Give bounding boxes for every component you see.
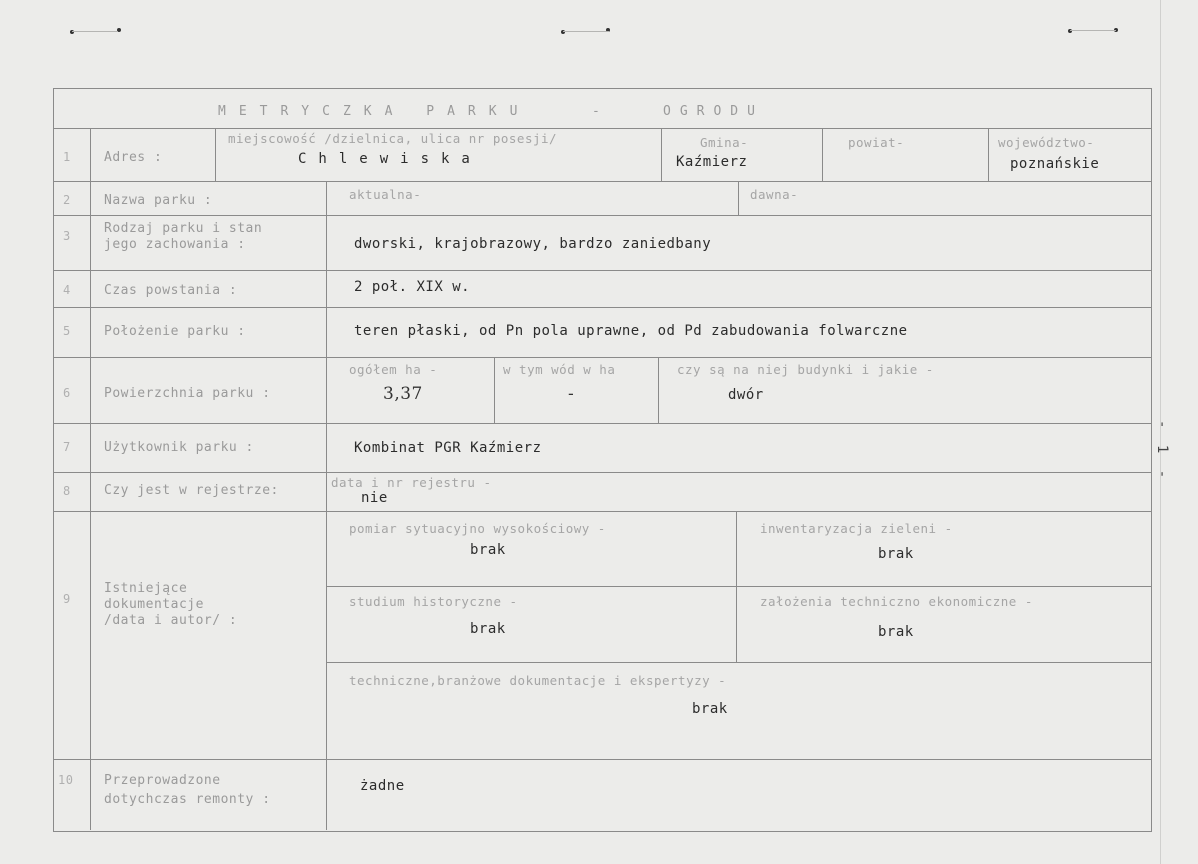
wojewodztwo-value: poznańskie <box>1010 156 1100 172</box>
col-woj-divider <box>988 128 989 181</box>
buildings-value: dwór <box>728 387 764 403</box>
register-header: data i nr rejestru - <box>331 475 492 490</box>
rule-r9 <box>53 759 1151 760</box>
row-9-label-line3: /data i autor/ : <box>104 613 238 628</box>
area-total-header: ogółem ha - <box>349 362 438 377</box>
col-powiat-divider <box>822 128 823 181</box>
punch-line-center <box>563 31 609 32</box>
row-7-number: 7 <box>63 440 71 454</box>
row-2-number: 2 <box>63 193 71 207</box>
powiat-header: powiat- <box>848 135 905 150</box>
col-gmina-divider <box>661 128 662 181</box>
register-value: nie <box>361 490 388 506</box>
form-title-suffix: OGRODU <box>663 104 764 119</box>
historical-study-value: brak <box>470 621 506 637</box>
rule-r2 <box>53 215 1151 216</box>
name-former-header: dawna- <box>750 187 799 202</box>
row-1-number: 1 <box>63 150 71 164</box>
locality-value: Chlewiska <box>298 151 482 167</box>
col-num-divider <box>90 128 91 830</box>
row-4-label: Czas powstania : <box>104 283 238 298</box>
col-water-divider-1 <box>494 357 495 423</box>
renovations-value: żadne <box>360 778 405 794</box>
rule-r3 <box>53 270 1151 271</box>
row-5-number: 5 <box>63 324 71 338</box>
location-value: teren płaski, od Pn pola uprawne, od Pd zabudowania folwarczne <box>354 323 908 339</box>
park-type-value: dworski, krajobrazowy, bardzo zaniedbany <box>354 236 712 252</box>
gmina-value: Kaźmierz <box>676 154 748 170</box>
creation-time-value: 2 poł. XIX w. <box>354 279 471 295</box>
historical-study-header: studium historyczne - <box>349 594 518 609</box>
form-title: METRYCZKA PARKU <box>218 104 531 119</box>
row-10-number: 10 <box>58 773 74 787</box>
row-2-label: Nazwa parku : <box>104 193 213 208</box>
punch-line-left <box>72 31 118 32</box>
row-6-label: Powierzchnia parku : <box>104 386 271 401</box>
col-doc-divider <box>736 511 737 662</box>
area-water-value: - <box>568 384 575 404</box>
rule-r6 <box>53 423 1151 424</box>
area-total-value: 3,37 <box>383 384 423 404</box>
name-current-header: aktualna- <box>349 187 422 202</box>
col-dawna-divider <box>738 181 739 215</box>
row-5-label: Położenie parku : <box>104 324 246 339</box>
tech-econ-value: brak <box>878 624 914 640</box>
survey-header: pomiar sytuacyjno wysokościowy - <box>349 521 606 536</box>
greenery-inventory-value: brak <box>878 546 914 562</box>
form-table <box>53 88 1152 832</box>
row-10-label-line2: dotychczas remonty : <box>104 792 271 807</box>
row-3-number: 3 <box>63 229 71 243</box>
greenery-inventory-header: inwentaryzacja zieleni - <box>760 521 953 536</box>
row-6-number: 6 <box>63 386 71 400</box>
row-9-label-line2: dokumentacje <box>104 597 204 612</box>
tech-econ-header: założenia techniczno ekonomiczne - <box>760 594 1033 609</box>
technical-docs-header: techniczne,branżowe dokumentacje i ekspertyzy - <box>349 673 727 688</box>
col-label-divider-r1 <box>215 128 216 181</box>
form-title-dash: - <box>592 104 601 119</box>
rule-r8 <box>53 511 1151 512</box>
row-8-label: Czy jest w rejestrze: <box>104 483 279 498</box>
rule-r1 <box>53 181 1151 182</box>
row-9-label-line1: Istniejące <box>104 581 188 596</box>
row-1-label: Adres : <box>104 150 163 165</box>
technical-docs-value: brak <box>692 701 728 717</box>
row-3-label-line2: jego zachowania : <box>104 237 246 252</box>
col-label-divider <box>326 181 327 830</box>
locality-header: miejscowość /dzielnica, ulica nr posesji/ <box>228 131 558 146</box>
row-3-label-line1: Rodzaj parku i stan <box>104 221 263 236</box>
user-value: Kombinat PGR Kaźmierz <box>354 440 542 456</box>
row-9-number: 9 <box>63 592 71 606</box>
rule-title <box>53 128 1151 129</box>
area-water-header: w tym wód w ha <box>503 362 616 377</box>
page-number: - 1 - <box>1154 420 1170 483</box>
row-7-label: Użytkownik parku : <box>104 440 254 455</box>
rule-r9b <box>326 662 1151 663</box>
wojewodztwo-header: województwo- <box>998 135 1095 150</box>
buildings-header: czy są na niej budynki i jakie - <box>677 362 934 377</box>
punch-line-right <box>1070 30 1116 31</box>
rule-r7 <box>53 472 1151 473</box>
row-8-number: 8 <box>63 484 71 498</box>
row-4-number: 4 <box>63 283 71 297</box>
rule-r9a <box>326 586 1151 587</box>
row-10-label-line1: Przeprowadzone <box>104 773 221 788</box>
gmina-header: Gmina- <box>700 135 749 150</box>
rule-r5 <box>53 357 1151 358</box>
col-water-divider-2 <box>658 357 659 423</box>
rule-r4 <box>53 307 1151 308</box>
survey-value: brak <box>470 542 506 558</box>
